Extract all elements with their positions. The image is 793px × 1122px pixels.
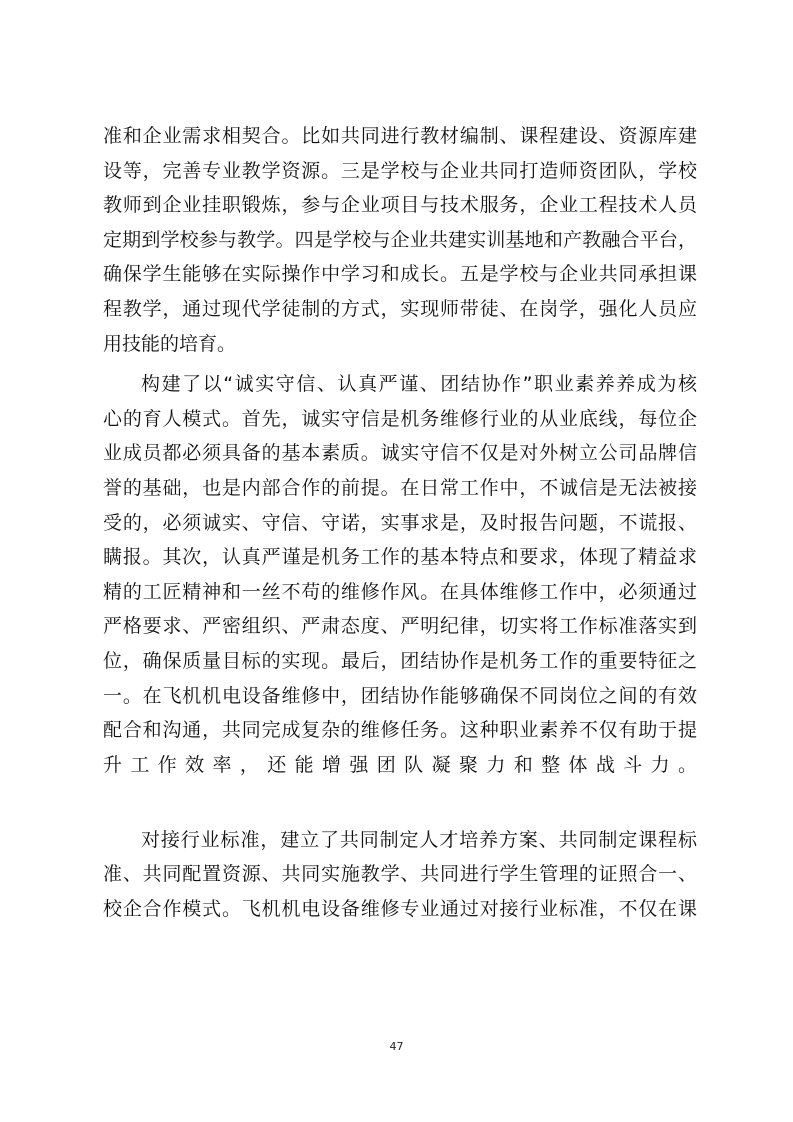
- text-line: 一。在飞机机电设备维修中，团结协作能够确保不同岗位之间的有效: [103, 684, 697, 707]
- paragraph-2: [103, 367, 697, 817]
- text-line: 业成员都必须具备的基本素质。诚实守信不仅是对外树立公司品牌信: [103, 442, 697, 465]
- text-line: 配合和沟通，共同完成复杂的维修任务。这种职业素养不仅有助于提: [103, 719, 697, 742]
- page-number: 47: [389, 1040, 404, 1053]
- text-line: 定期到学校参与教学。四是学校与企业共建实训基地和产教融合平台，: [103, 228, 697, 251]
- text-line: 受的，必须诚实、守信、守诺，实事求是，及时报告问题，不谎报、: [103, 511, 697, 534]
- text-line: 升工作效率，还能增强团队凝聚力和整体战斗力。: [103, 753, 697, 776]
- text-line: 设等，完善专业教学资源。三是学校与企业共同打造师资团队，学校: [103, 159, 697, 182]
- text-line: 确保学生能够在实际操作中学习和成长。五是学校与企业共同承担课: [103, 263, 697, 286]
- text-line: [103, 782, 697, 817]
- text-line: 程教学，通过现代学徒制的方式，实现师带徒、在岗学，强化人员应: [103, 297, 697, 320]
- text-line: 教师到企业挂职锻炼，参与企业项目与技术服务，企业工程技术人员: [103, 194, 697, 217]
- paragraph-3: [103, 823, 697, 927]
- text-line: 位，确保质量目标的实现。最后，团结协作是机务工作的重要特征之: [103, 649, 697, 672]
- document-body: [103, 119, 697, 927]
- text-line: 校企合作模式。飞机机电设备维修专业通过对接行业标准，不仅在课: [103, 898, 697, 921]
- text-line: 誉的基础，也是内部合作的前提。在日常工作中，不诚信是无法被接: [103, 476, 697, 499]
- paragraph-1: [103, 119, 697, 361]
- text-line: 准和企业需求相契合。比如共同进行教材编制、课程建设、资源库建: [103, 125, 697, 147]
- text-line: 心的育人模式。首先，诚实守信是机务维修行业的从业底线，每位企: [103, 407, 697, 430]
- text-line: 对接行业标准，建立了共同制定人才培养方案、共同制定课程标: [141, 828, 697, 851]
- text-line: 构建了以“诚实守信、认真严谨、团结协作”职业素养养成为核: [141, 373, 697, 396]
- text-line: 准、共同配置资源、共同实施教学、共同进行学生管理的证照合一、: [103, 863, 697, 886]
- text-line: 严格要求、严密组织、严肃态度、严明纪律，切实将工作标准落实到: [103, 615, 697, 638]
- text-line: 瞒报。其次，认真严谨是机务工作的基本特点和要求，体现了精益求: [103, 546, 697, 569]
- text-line: 用技能的培育。: [103, 332, 237, 355]
- text-line: 精的工匠精神和一丝不苟的维修作风。在具体维修工作中，必须通过: [103, 580, 697, 603]
